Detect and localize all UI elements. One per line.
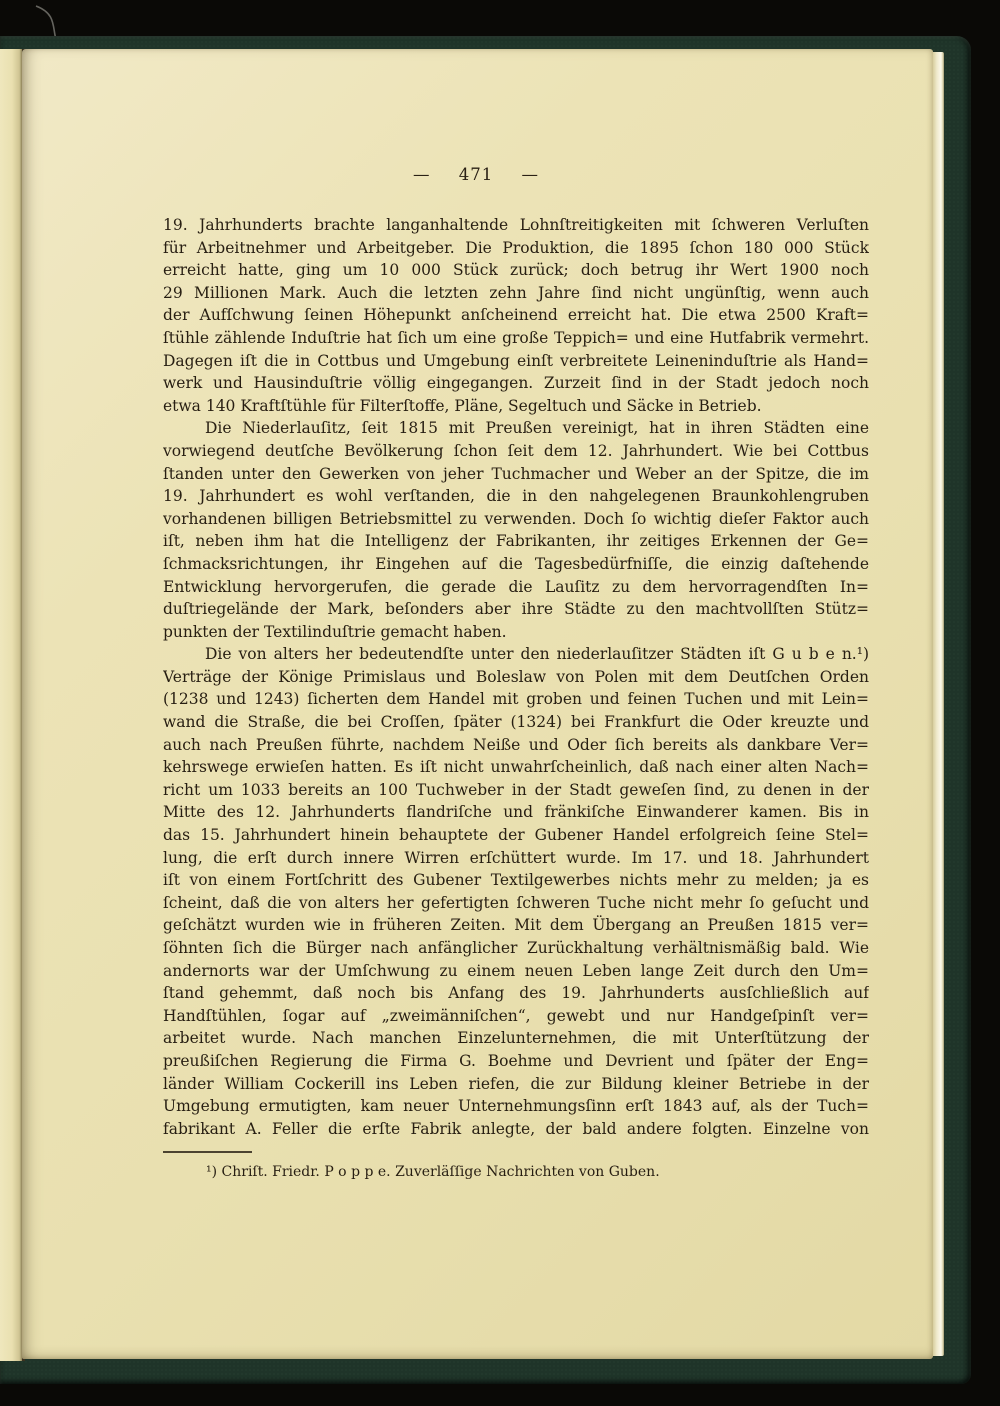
text-line: 29 Millionen Mark. Auch die letzten zehn Jahre ſind nicht ungünſtig, wenn auch bbox=[163, 283, 869, 302]
text-line: Die von alters her bedeutendſte unter den niederlauſitzer Städten iſt G u b e n.¹) bbox=[205, 645, 869, 664]
text-line: der Aufſchwung ſeinen Höhepunkt anſcheinend erreicht hat. Die etwa 2500 Kraft= bbox=[163, 306, 869, 325]
text-line: preußiſchen Regierung die Firma G. Boehme und Devrient und ſpäter der Eng= bbox=[163, 1051, 869, 1070]
text-line: vorwiegend deutſche Bevölkerung ſchon ſeit dem 12. Jahrhundert. Wie bei Cottbus bbox=[163, 441, 869, 460]
book-page bbox=[22, 49, 933, 1359]
footnote: ¹) Chriſt. Friedr. P o p p e. Zuverläſſige Nachrichten von Guben. bbox=[206, 1164, 660, 1180]
text-line: ſtand gehemmt, daß noch bis Anfang des 19. Jahrhunderts ausſchließlich auf bbox=[163, 984, 869, 1003]
text-line: 19. Jahrhundert es wohl verſtanden, die in den nahgelegenen Braunkohlengruben bbox=[163, 487, 869, 506]
text-line: ſöhnten ſich die Bürger nach anfänglicher Zurückhaltung verhältnismäßig bald. Wie bbox=[163, 939, 869, 957]
text-line: wand die Straße, die bei Croſſen, ſpäter (1324) bei Frankfurt die Oder kreuzte und bbox=[163, 713, 869, 732]
text-line: länder William Cockerill ins Leben riefen, die zur Bildung kleiner Betriebe in der bbox=[163, 1074, 869, 1093]
text-line: Handſtühlen, ſogar auf „zweimänniſchen“, gewebt und nur Handgeſpinſt ver= bbox=[163, 1006, 869, 1025]
text-line: für Arbeitnehmer und Arbeitgeber. Die Produktion, die 1895 ſchon 180 000 Stück bbox=[163, 238, 869, 257]
page-edge-stack bbox=[933, 52, 944, 1356]
text-line: ſchmacksrichtungen, ihr Eingehen auf die Tagesbedürfniſſe, die einzig daſtehende bbox=[163, 554, 869, 573]
text-line: arbeitet wurde. Nach manchen Einzelunternehmen, die mit Unterſtützung der bbox=[163, 1029, 869, 1048]
text-line: richt um 1033 bereits an 100 Tuchweber in der Stadt geweſen ſind, zu denen in der bbox=[163, 780, 869, 799]
text-line: lung, die erſt durch innere Wirren erſchüttert wurde. Im 17. und 18. Jahrhundert bbox=[163, 848, 869, 867]
page-number: — 471 — bbox=[413, 165, 539, 184]
text-line: Verträge der Könige Primislaus und Boleslaw von Polen mit dem Deutſchen Orden bbox=[163, 667, 869, 686]
text-line: (1238 und 1243) ſicherten dem Handel mit groben und feinen Tuchen und mit Lein= bbox=[163, 690, 869, 709]
text-line: andernorts war der Umſchwung zu einem neuen Leben lange Zeit durch den Um= bbox=[163, 961, 869, 980]
text-line: Die Niederlauſitz, ſeit 1815 mit Preußen vereinigt, hat in ihren Städten eine bbox=[205, 419, 869, 438]
text-line: punkten der Textilinduſtrie gemacht haben. bbox=[163, 622, 507, 641]
text-line: kehrswege erwieſen hatten. Es iſt nicht unwahrſcheinlich, daß nach einer alten Nach= bbox=[163, 758, 869, 777]
text-line: auch nach Preußen führte, nachdem Neiße und Oder ſich bereits als dankbare Ver= bbox=[163, 735, 869, 754]
text-line: iſt von einem Fortſchritt des Gubener Textilgewerbes nichts mehr zu melden; ja es bbox=[163, 871, 869, 890]
text-line: ſtanden unter den Gewerken von jeher Tuchmacher und Weber an der Spitze, die im bbox=[163, 464, 869, 483]
text-line: werk und Hausinduſtrie völlig eingegangen. Zurzeit ſind in der Stadt jedoch noch bbox=[163, 374, 869, 393]
text-line: iſt, neben ihm hat die Intelligenz der Fabrikanten, ihr zeitiges Erkennen der Ge= bbox=[163, 532, 869, 551]
text-line: Mitte des 12. Jahrhunderts flandriſche und fränkiſche Einwanderer kamen. Bis in bbox=[163, 803, 869, 822]
text-line: etwa 140 Kraftſtühle für Filterſtoffe, Pläne, Segeltuch und Säcke in Betrieb. bbox=[163, 396, 762, 415]
text-line: geſchätzt wurden wie in früheren Zeiten. Mit dem Übergang an Preußen 1815 ver= bbox=[163, 916, 869, 935]
text-line: Umgebung ermutigten, kam neuer Unternehmungsſinn erſt 1843 auf, als der Tuch= bbox=[163, 1097, 869, 1116]
text-line: Entwicklung hervorgerufen, die gerade die Lauſitz zu dem hervorragendſten In= bbox=[163, 577, 869, 596]
text-line: Dagegen iſt die in Cottbus und Umgebung einſt verbreitete Leineninduſtrie als Hand= bbox=[163, 351, 869, 370]
body-text bbox=[163, 214, 869, 1140]
text-line: vorhandenen billigen Betriebsmittel zu verwenden. Doch ſo wichtig dieſer Faktor auch bbox=[163, 509, 869, 528]
text-line: 19. Jahrhunderts brachte langanhaltende Lohnſtreitigkeiten mit ſchweren Verluſten bbox=[163, 216, 869, 234]
text-line: ſtühle zählende Induſtrie hat ſich um eine große Teppich= und eine Hutfabrik vermehrt. bbox=[163, 328, 869, 347]
footnote-rule bbox=[163, 1151, 252, 1153]
text-line: fabrikant A. Feller die erſte Fabrik anlegte, der bald andere folgten. Einzelne von bbox=[163, 1119, 869, 1138]
text-line: das 15. Jahrhundert hinein behauptete der Gubener Handel erfolgreich ſeine Stel= bbox=[163, 826, 869, 845]
text-line: erreicht hatte, ging um 10 000 Stück zurück; doch betrug ihr Wert 1900 noch bbox=[163, 261, 869, 280]
text-line: ſcheint, daß die von alters her gefertigten ſchweren Tuche nicht mehr ſo geſucht und bbox=[163, 893, 869, 912]
text-line: duſtriegelände der Mark, beſonders aber ihre Städte zu den machtvollſten Stütz= bbox=[163, 600, 869, 619]
